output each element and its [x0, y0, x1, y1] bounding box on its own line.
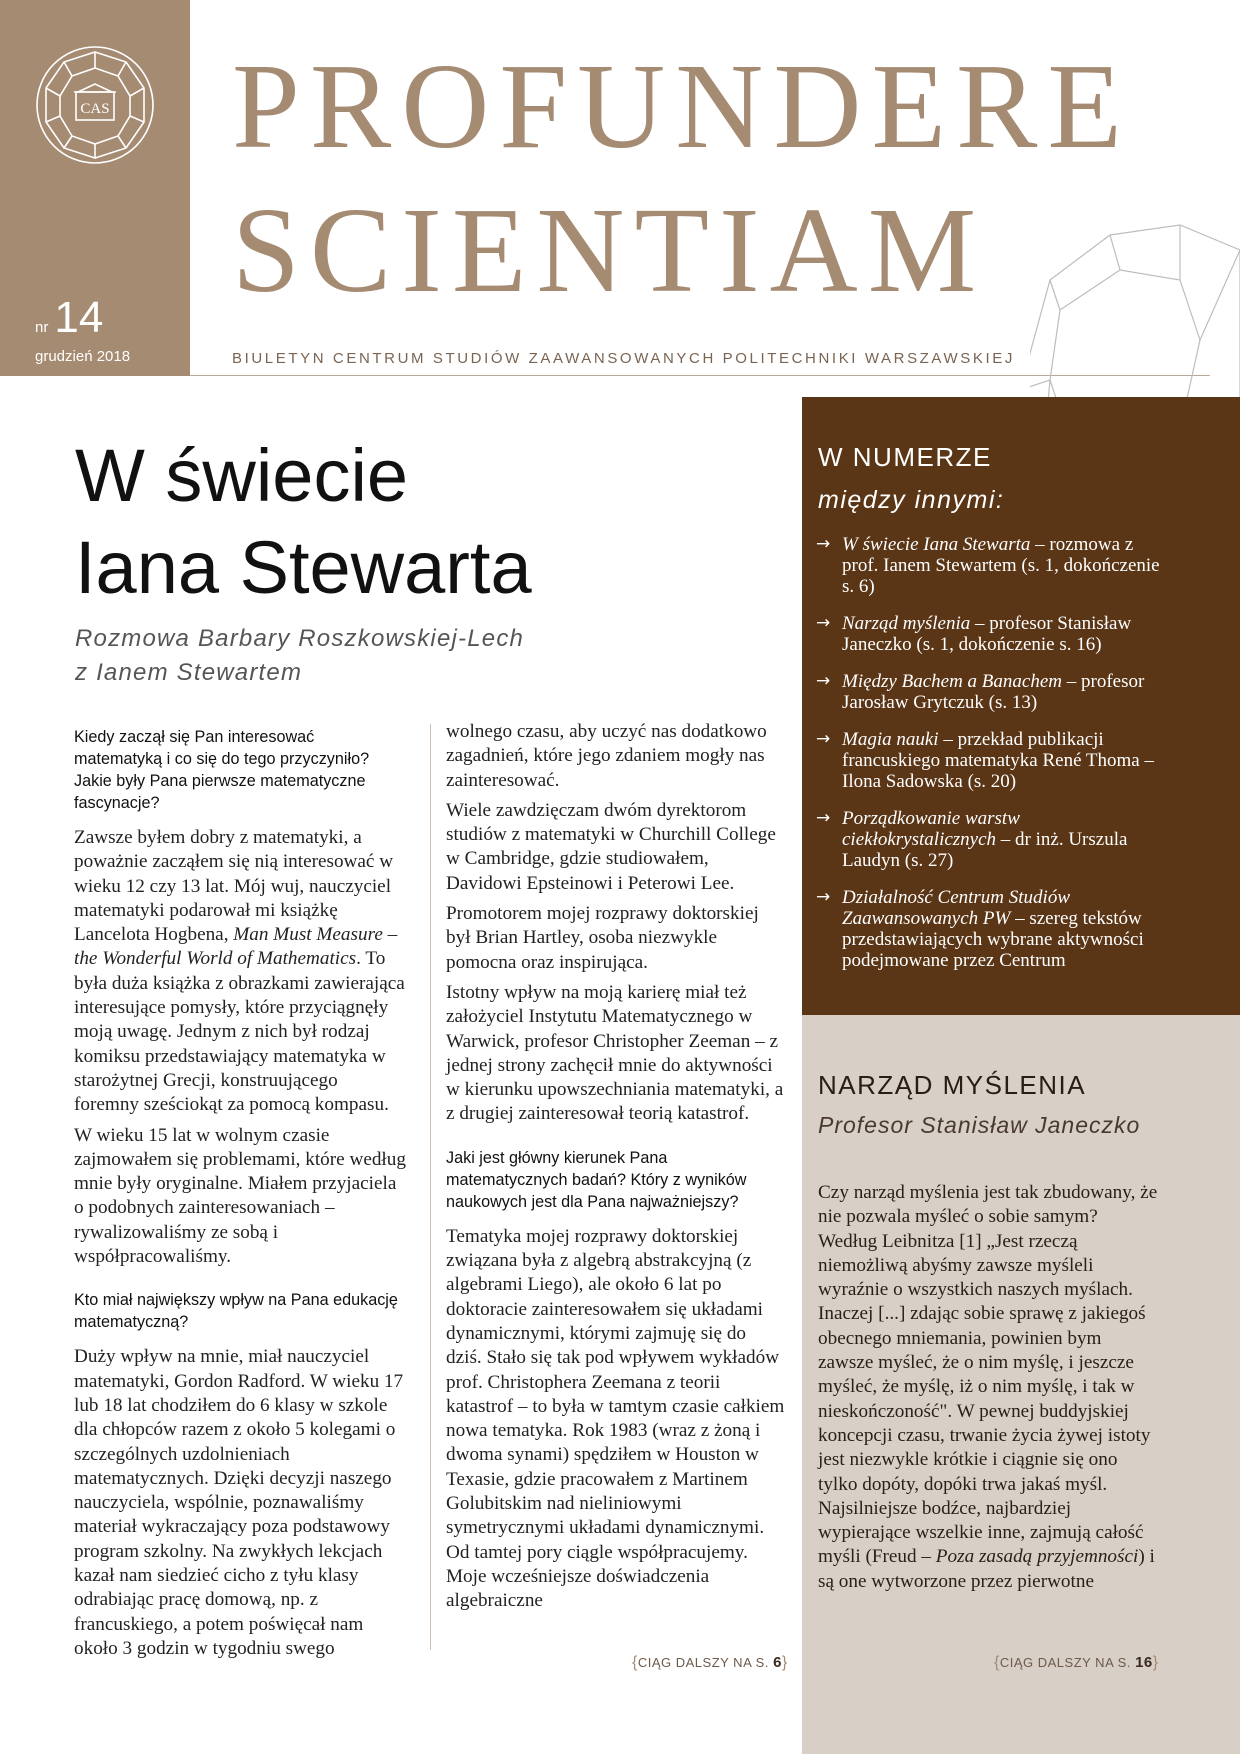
- cas-logo: [30, 40, 160, 170]
- article-paragraph: Duży wpływ na mnie, miał nauczyciel matematyki, Gordon Radford. W wieku 17 lub 18 lat chodziłem do 6 klasy w szkole dla chłopców razem z około 5 kolegami o szczególnych uzdolnieniach matematycznych. Dzięki decyzji naszego nauczyciela, wspólnie, poznawaliśmy materiał wykraczający poza podstawowy program szkolny. Na zwykłych lekcjach kazał nam siedzieć cicho z tyłu klasy odrabiając pracę domową, np. z francuskiego, a potem poświęcał nam około 3 godzin w tygodniu swego: [74, 1346, 404, 1659]
- continued-link[interactable]: {CIĄG DALSZY NA S. 16}: [994, 1654, 1159, 1671]
- article-paragraph: Promotorem mojej rozprawy doktorskiej był Brian Hartley, osoba niezwykle pomocna oraz inspirująca.: [446, 903, 759, 973]
- article-title: [75, 430, 775, 614]
- article-title-line2: Iana Stewarta: [75, 526, 532, 609]
- column-divider: [430, 724, 431, 1650]
- article-column-1: [74, 720, 406, 1667]
- article-paragraph: W wieku 15 lat w wolnym czasie zajmowałem się problemami, które według mnie były oryginalne. Miałem przyjaciela o podobnych zainteresowaniach – rywalizowaliśmy ze sobą i współpracowaliśmy.: [74, 1124, 406, 1268]
- toc-item[interactable]: → Magia nauki – przekład publikacji francuskiego matematyka René Thoma – Ilona Sadowska (s. 20): [816, 729, 1154, 792]
- book-title: Poza zasadą przyjemności: [935, 1546, 1139, 1568]
- bulletin-subtitle: BIULETYN CENTRUM STUDIÓW ZAAWANSOWANYCH POLITECHNIKI WARSZAWSKIEJ: [232, 350, 1015, 367]
- toc-item[interactable]: → Działalność Centrum Studiów Zaawansowanych PW – szereg tekstów przedstawiających wybrane aktywności podejmowane przez Centrum: [816, 887, 1144, 971]
- toc-item[interactable]: → Narząd myślenia – profesor Stanisław Janeczko (s. 1, dokończenie s. 16): [816, 613, 1132, 655]
- arrow-right-icon: →: [816, 887, 831, 907]
- arrow-right-icon: →: [816, 613, 831, 633]
- toc-heading: W NUMERZE: [818, 442, 992, 472]
- article-paragraph: Tematyka mojej rozprawy doktorskiej związana była z algebrą abstrakcyjną (z algebrami Liego), ale około 6 lat po doktoracie zainteresowałem się układami dynamicznymi, którymi zajmuję się do dziś. Stało się tak pod wpływem wykładów prof. Christophera Zeemana z teorii katastrof – to była w tamtym czasie całkiem nowa tematyka. Rok 1983 (wraz z żoną i dwoma synami) spędziłem w Houston w Texasie, gdzie pracowałem z Martinem Golubitskim nad nieliniowymi symetrycznymi układami dynamicznymi. Od tamtej pory ciągle współpracujemy. Moje wcześniejsze doświadczenia algebraiczne: [446, 1225, 785, 1612]
- article-paragraph: Istotny wpływ na moją karierę miał też założyciel Instytutu Matematycznego w Warwick, profesor Christopher Zeeman – z jednej strony zachęcił mnie do aktywności w kierunku upowszechniania matematyki, a z drugiej zainteresował teorią katastrof.: [446, 981, 784, 1125]
- issue-label: nr: [35, 319, 49, 336]
- article-paragraph: Zawsze byłem dobry z matematyki, a poważnie zacząłem się nią interesować w wieku 12 czy 13 lat. Mój wuj, nauczyciel matematyki podarował mi książkę Lancelota Hogbena, Man Must Measure – the Wonderful World of Mathematics. To była duża książka z obrazkami zawierająca interesujące pomysły, które przyciągnęły moją uwagę. Jednym z nich był rodzaj komiksu przedstawiający matematyka w starożytnej Grecji, konstruującego foremny sześciokąt za pomocą kompasu.: [74, 827, 405, 1116]
- article-subtitle: [75, 622, 524, 690]
- interview-question: Kiedy zaczął się Pan interesować matematyką i co się do tego przyczyniło? Jakie były Pana pierwsze matematyczne fascynacje?: [74, 728, 370, 812]
- arrow-right-icon: →: [816, 671, 831, 691]
- interview-question: Kto miał największy wpływ na Pana edukację matematyczną?: [74, 1291, 398, 1332]
- arrow-right-icon: →: [816, 808, 831, 828]
- arrow-right-icon: →: [816, 534, 831, 554]
- toc-item[interactable]: → Porządkowanie warstw ciekłokrystalicznych – dr inż. Urszula Laudyn (s. 27): [816, 808, 1128, 871]
- article-column-2: [446, 720, 786, 1620]
- toc-item[interactable]: → W świecie Iana Stewarta – rozmowa z prof. Ianem Stewartem (s. 1, dokończenie s. 6): [816, 534, 1160, 597]
- article-subtitle-line1: Rozmowa Barbary Roszkowskiej-Lech: [75, 625, 525, 652]
- logo-text: CAS: [80, 101, 110, 117]
- article-subtitle-line2: z Ianem Stewartem: [75, 659, 303, 686]
- side-article-heading: NARZĄD MYŚLENIA: [818, 1070, 1087, 1100]
- article-title-line1: W świecie: [75, 434, 409, 517]
- article-paragraph: Wiele zawdzięczam dwóm dyrektorom studiów z matematyki w Churchill College w Cambridge, gdzie studiowałem, Davidowi Epsteinowi i Peterowi Lee.: [446, 799, 776, 894]
- issue-number: [35, 293, 104, 342]
- article-paragraph: wolnego czasu, aby uczyć nas dodatkowo zagadnień, które jego zdaniem mogły nas zainteresować.: [446, 721, 767, 791]
- side-article-text: Czy narząd myślenia jest tak zbudowany, że nie pozwala myśleć o sobie samym? Według Leibnitza [1] „Jest rzeczą niemożliwą abyśmy zawsze myśleli wyraźnie o wszystkich naszych myślach. Inaczej [...] zdając sobie sprawę z jakiegoś obecnego mniemania, powinien bym zawsze myśleć, że o nim myślę, i jeszcze myśleć, że myślę, iż o nim myślę, i tak w nieskończoność". W pewnej buddyjskiej koncepcji czasu, trwanie życia żywej istoty jest niezwykle krótkie i ciągnie się ono tylko dopóty, dopóki trwa jakaś myśl. Najsilniejsze bodźce, najbardziej wypierające wszelkie inne, zajmują całość myśli (Freud – Poza zasadą przyjemności) i są one wytworzone przez pierwotne: [818, 1182, 1158, 1592]
- masthead-line1: PROFUNDERE: [232, 39, 1132, 174]
- side-article-author: Profesor Stanisław Janeczko: [818, 1112, 1141, 1138]
- masthead-line2: SCIENTIAM: [232, 183, 987, 318]
- issue-date: grudzień 2018: [35, 348, 131, 365]
- continued-link[interactable]: {CIĄG DALSZY NA S. 6}: [632, 1654, 788, 1671]
- interview-question: Jaki jest główny kierunek Pana matematycznych badań? Który z wyników naukowych jest dla Pana najważniejszy?: [446, 1148, 747, 1211]
- issue-value: 14: [54, 293, 104, 342]
- arrow-right-icon: →: [816, 729, 831, 749]
- toc-subheading: między innymi:: [818, 486, 1005, 514]
- book-title: Man Must Measure – the Wonderful World of Mathematics: [74, 924, 398, 970]
- toc-list: [816, 534, 1161, 987]
- toc-item[interactable]: → Między Bachem a Banachem – profesor Jarosław Grytczuk (s. 13): [816, 671, 1145, 713]
